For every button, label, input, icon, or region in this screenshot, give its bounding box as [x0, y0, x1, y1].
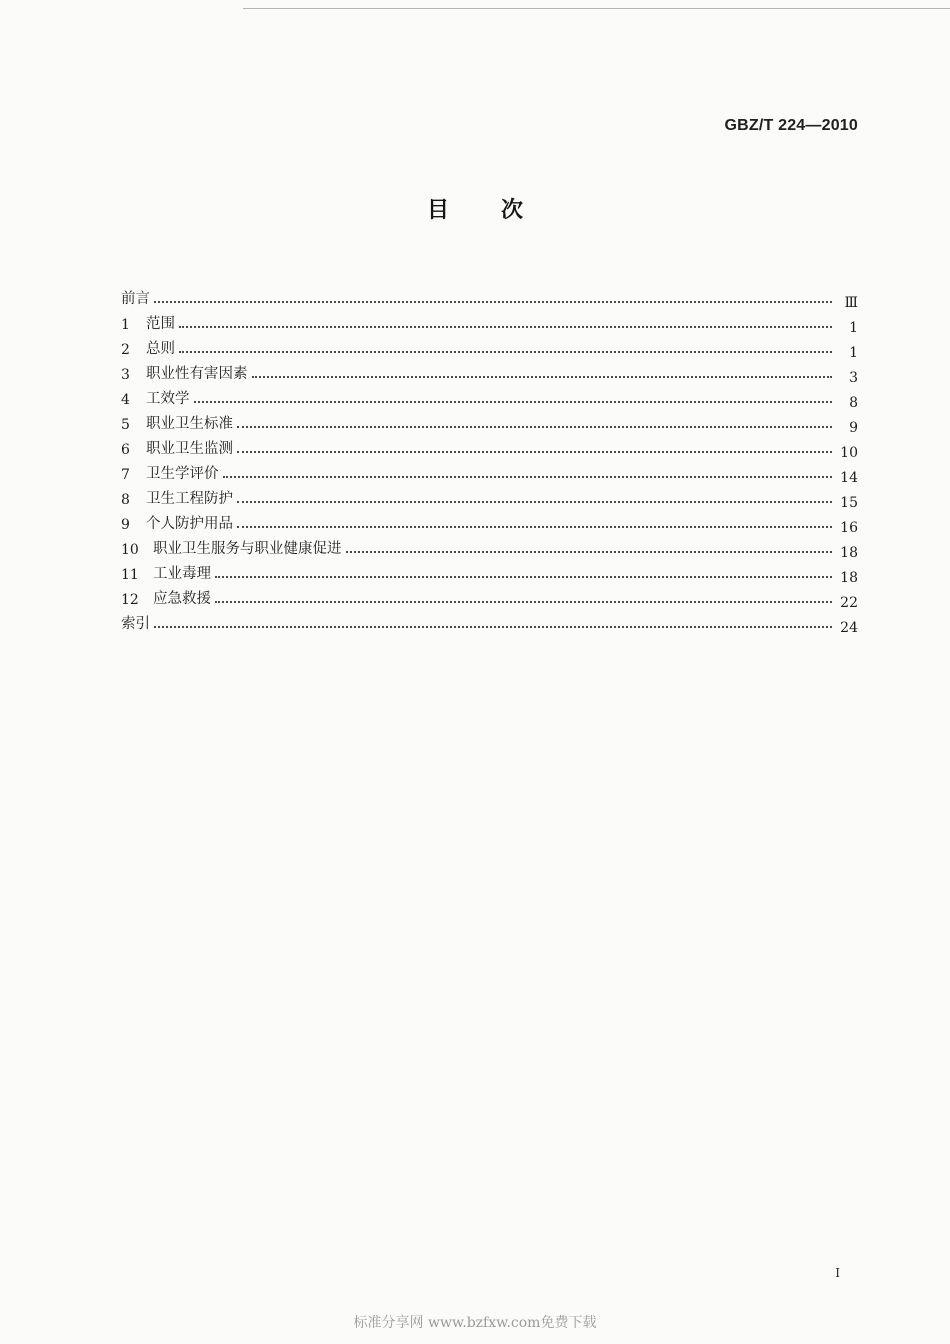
toc-entry-label: 前言	[121, 291, 150, 307]
toc-entry-label: 总则	[146, 341, 175, 357]
toc-dot-leader	[215, 601, 832, 603]
toc-entry[interactable]	[121, 383, 858, 411]
toc-dot-leader	[346, 551, 833, 553]
toc-entry-page: 16	[840, 520, 858, 536]
toc-entry-label: 工业毒理	[153, 566, 211, 582]
toc-dot-leader	[194, 401, 833, 403]
toc-entry[interactable]	[121, 433, 858, 461]
toc-entry[interactable]	[121, 408, 858, 436]
toc-entry-page: 1	[849, 320, 858, 336]
toc-entry-label: 范围	[146, 316, 175, 332]
toc-entry-label: 职业卫生服务与职业健康促进	[153, 541, 342, 557]
toc-entry-number: 7	[121, 467, 130, 483]
toc-dot-leader	[179, 351, 832, 353]
toc-entry-number: 12	[121, 592, 139, 608]
toc-entry[interactable]	[121, 558, 858, 586]
toc-entry-label: 应急救援	[153, 591, 211, 607]
toc-entry-page: 8	[849, 395, 858, 411]
toc-entry-page: 1	[849, 345, 858, 361]
toc-entry-number: 3	[121, 367, 130, 383]
toc-entry-number: 1	[121, 317, 130, 333]
toc-entry-label: 职业卫生标准	[146, 416, 233, 432]
toc-dot-leader	[179, 326, 832, 328]
toc-entry-page: Ⅲ	[844, 295, 858, 311]
toc-dot-leader	[237, 526, 832, 528]
toc-entry-number: 11	[121, 567, 139, 583]
toc-entry[interactable]	[121, 308, 858, 336]
toc-entry-label: 职业性有害因素	[146, 366, 248, 382]
toc-dot-leader	[237, 426, 832, 428]
toc-entry[interactable]	[121, 583, 858, 611]
toc-entry-number: 9	[121, 517, 130, 533]
top-border-line	[243, 8, 950, 9]
toc-entry-number: 10	[121, 542, 139, 558]
toc-dot-leader	[252, 376, 833, 378]
page-title: 目次	[426, 198, 575, 223]
toc-entry-page: 24	[840, 620, 858, 636]
toc-entry-number: 6	[121, 442, 130, 458]
toc-entry[interactable]	[121, 458, 858, 486]
toc-entry-number: 8	[121, 492, 130, 508]
toc-entry-label: 个人防护用品	[146, 516, 233, 532]
toc-entry-page: 18	[840, 570, 858, 586]
toc-dot-leader	[215, 576, 832, 578]
toc-entry-label: 卫生学评价	[146, 466, 219, 482]
toc-entry-label: 职业卫生监测	[146, 441, 233, 457]
toc-dot-leader	[154, 301, 832, 303]
toc-entry-number: 2	[121, 342, 130, 358]
toc-entry[interactable]	[121, 608, 858, 636]
toc-entry-label: 卫生工程防护	[146, 491, 233, 507]
toc-entry-page: 3	[849, 370, 858, 386]
toc-dot-leader	[154, 626, 832, 628]
toc-entry[interactable]	[121, 533, 858, 561]
toc-entry-page: 10	[840, 445, 858, 461]
watermark-text: 标准分享网 www.bzfxw.com免费下载	[353, 1315, 597, 1331]
toc-entry-page: 14	[840, 470, 858, 486]
standard-code: GBZ/T 224—2010	[724, 117, 858, 134]
toc-entry-label: 工效学	[146, 391, 190, 407]
toc-dot-leader	[237, 501, 832, 503]
toc-dot-leader	[223, 476, 833, 478]
toc-entry[interactable]	[121, 333, 858, 361]
toc-entry[interactable]	[121, 358, 858, 386]
toc-entry-label: 索引	[121, 616, 150, 632]
toc-entry-number: 5	[121, 417, 130, 433]
table-of-contents	[121, 283, 858, 636]
toc-entry[interactable]	[121, 508, 858, 536]
toc-dot-leader	[237, 451, 832, 453]
toc-entry-page: 15	[840, 495, 858, 511]
page-number: I	[835, 1266, 840, 1280]
toc-entry-page: 18	[840, 545, 858, 561]
toc-entry-number: 4	[121, 392, 130, 408]
toc-entry-page: 22	[840, 595, 858, 611]
toc-entry-page: 9	[849, 420, 858, 436]
toc-entry[interactable]	[121, 283, 858, 311]
toc-entry[interactable]	[121, 483, 858, 511]
